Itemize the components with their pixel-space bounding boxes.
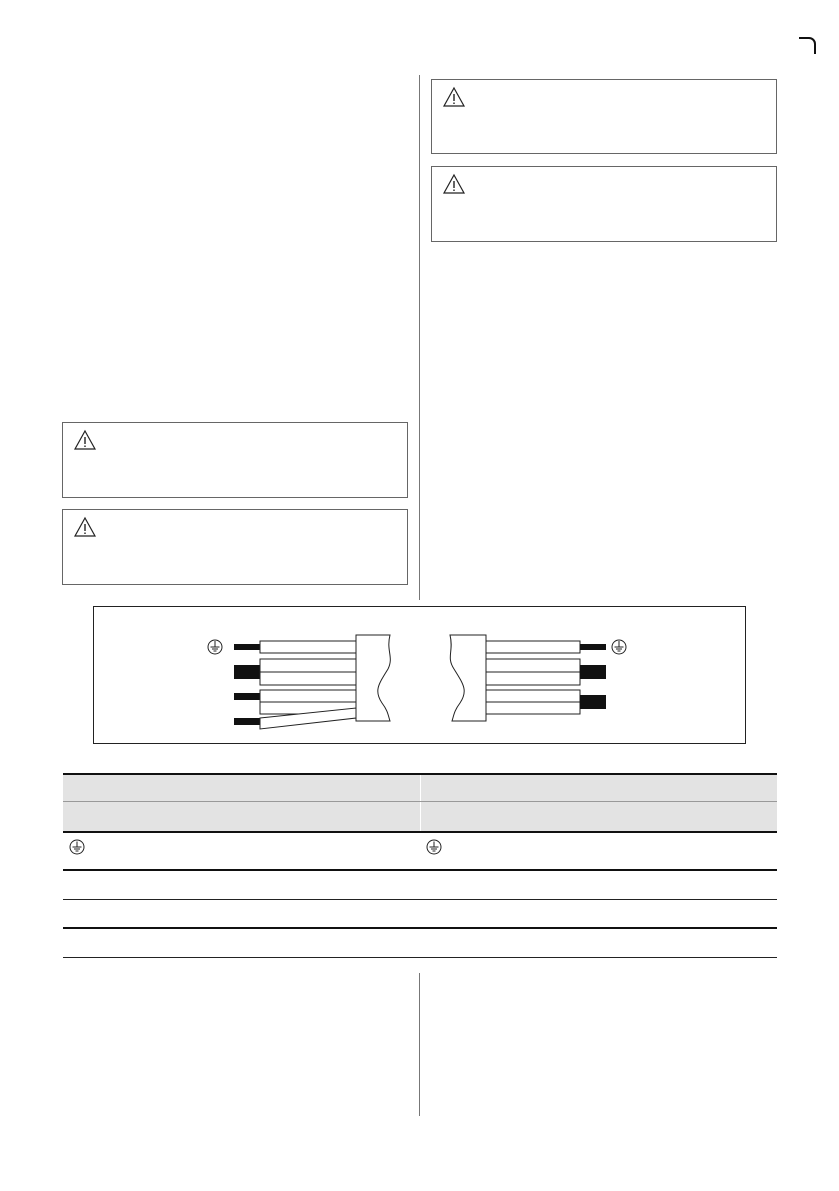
conductor-tip — [580, 644, 606, 650]
table-header-cell — [420, 802, 777, 831]
conductor-tip — [580, 665, 606, 679]
table-header-cell — [420, 775, 777, 801]
table-header-cell — [63, 802, 420, 831]
cable-sheath — [450, 635, 486, 721]
cable-diagram-svg — [94, 607, 747, 745]
conductor-tip — [234, 644, 260, 650]
table-cell — [63, 900, 420, 927]
earth-icon — [426, 839, 442, 855]
wire-insulation — [260, 690, 356, 702]
table-cell — [63, 833, 420, 869]
warning-box — [62, 509, 408, 585]
column-divider-bottom — [419, 973, 420, 1116]
warning-box — [431, 79, 777, 154]
warning-icon — [442, 86, 466, 108]
conductor-tip — [234, 693, 260, 700]
cable-sheath — [356, 635, 390, 721]
table-header-row — [63, 802, 777, 833]
wire-insulation — [260, 672, 356, 685]
table-cell — [63, 871, 420, 899]
earth-icon — [69, 839, 85, 855]
wire-insulation — [486, 690, 580, 702]
connection-table — [63, 773, 777, 958]
wire-insulation — [260, 659, 356, 672]
table-row — [63, 871, 777, 900]
table-cell — [420, 871, 777, 899]
table-cell — [420, 929, 777, 957]
earth-icon — [612, 640, 626, 654]
table-cell — [420, 833, 777, 869]
table-cell — [63, 929, 420, 957]
wire-insulation — [486, 702, 580, 714]
warning-icon — [73, 429, 97, 451]
warning-box — [431, 166, 777, 242]
wire-insulation — [260, 641, 356, 653]
warning-icon — [442, 173, 466, 195]
column-divider-top — [419, 75, 420, 600]
conductor-tip — [234, 665, 260, 679]
table-cell — [420, 900, 777, 927]
table-header-row — [63, 773, 777, 802]
table-row — [63, 833, 777, 871]
table-row — [63, 900, 777, 929]
wire-insulation — [486, 641, 580, 653]
warning-icon — [73, 516, 97, 538]
wire-insulation — [486, 672, 580, 685]
conductor-tip — [234, 718, 260, 725]
table-row — [63, 929, 777, 958]
page-corner-icon — [797, 36, 817, 56]
earth-icon — [208, 640, 222, 654]
wire-insulation — [486, 659, 580, 672]
cable-diagram — [93, 606, 746, 744]
conductor-tip — [580, 695, 606, 709]
warning-box — [62, 422, 408, 498]
table-header-cell — [63, 775, 420, 801]
